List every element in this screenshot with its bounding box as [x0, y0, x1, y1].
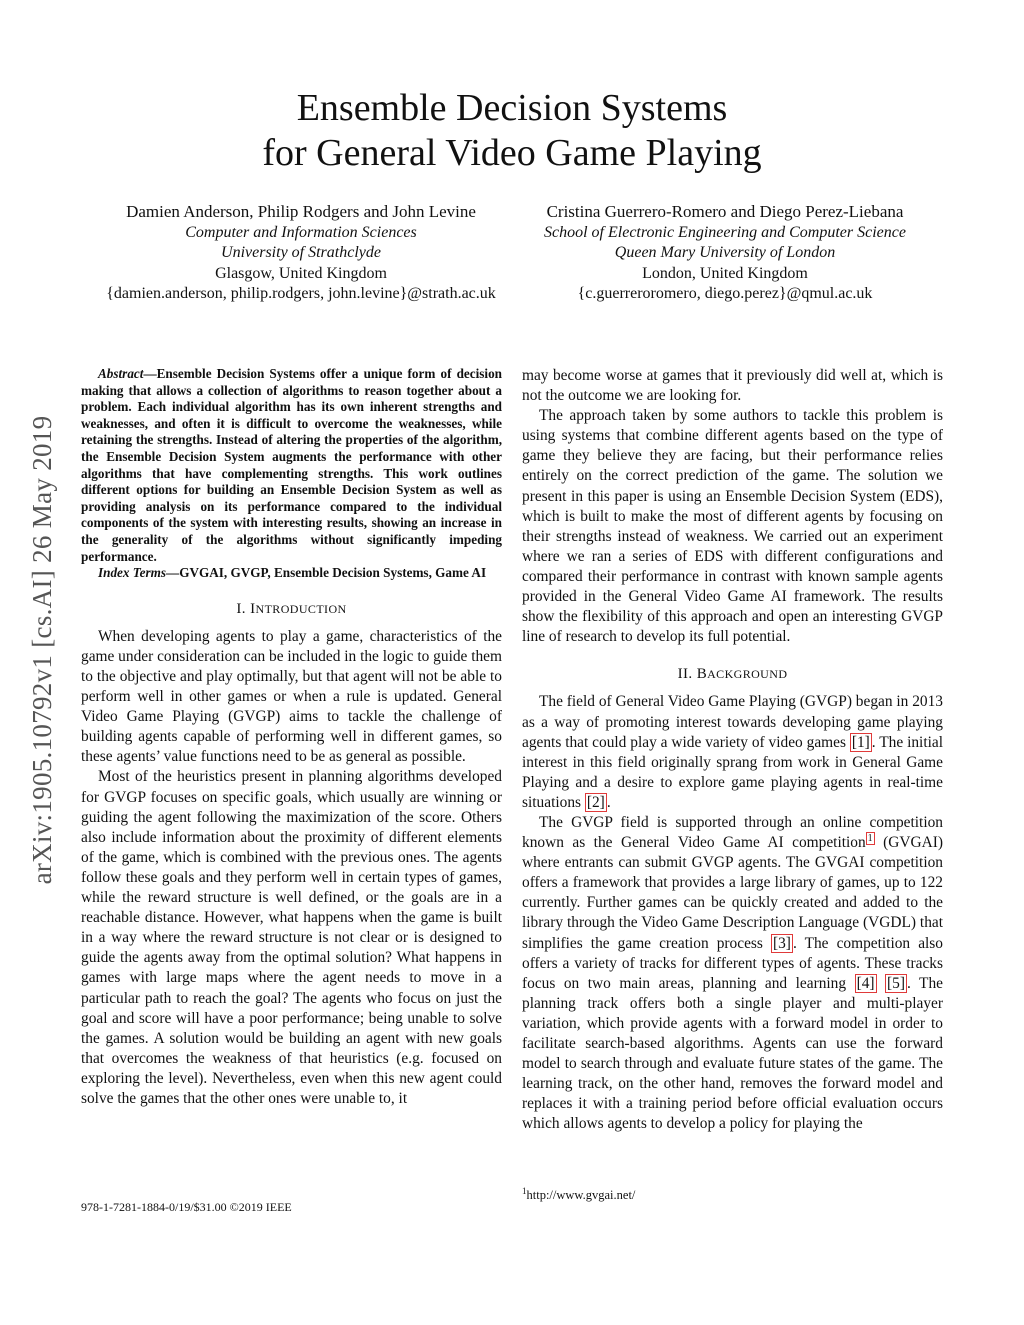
index-terms-label: Index Terms: [98, 565, 167, 581]
abstract-dash: —: [143, 366, 157, 381]
author-email: {c.guerreroromero, diego.perez}@qmul.ac.uk: [577, 285, 873, 302]
background-paragraph-2: The GVGP field is supported through an online competition known as the General Video Game AI competition $^1$ (GVGAI) where entrants can submit GVGP agents. The GVGAI competition offers a framework that provides a large library of games, up to 122 currently. Further games can be quickly created and added to the library through the Video Game Description Language (VGDL) that simplifies the game creation process [3] . The competition also offers a variety of tracks for different types of agents. These tracks focus on two main areas, planning and learning [4] [5] . The planning track offers both a single player and multi-player variation, which provide agents with a forward model in order to facilitate search-based algorithms. Agents can use the forward model to search through and evaluate future states of the game. The learning track, on the other hand, removes the forward model and replaces it with a training period before official evaluation occurs which allows agents to develop a policy for playing the: [522, 813, 943, 1133]
author-department: School of Electronic Engineering and Computer Science: [544, 223, 906, 241]
abstract: [81, 366, 502, 565]
author-email: {damien.anderson, philip.rodgers, john.levine}@strath.ac.uk: [106, 285, 496, 302]
author-department: Computer and Information Sciences: [185, 223, 417, 241]
title-line-1: Ensemble Decision Systems: [296, 87, 728, 129]
intro-paragraph-2: Most of the heuristics present in planning algorithms developed for GVGP focuses on specific goals, which usually are winning or guiding the agent following the maximization of the score. Others also include information about the proximity of different elements of the game, which is combined with the previous ones. The agents follow these goals and they perform well in certain types of games, while the reward structure is well defined, or the goals are in a reachable distance. However, what happens when the game is built in a way where the reward structure is not clear or is designed to guide the agents away from the optimal solution? What happens in games with large maps where the agent needs to move in a particular path to reach the goal? The agents who focus on just the goal and score will have a poor performance; being unable to solve the games. A solution would be building an agent with new goals that overcomes the weakness of that heuristics (e.g. focused on exploring the level). Nevertheless, even when this new agent could solve the games that the other ones were unable to, it: [81, 768, 502, 1107]
author-names: Cristina Guerrero-Romero and Diego Perez-Liebana: [546, 202, 904, 221]
index-terms-text: GVGAI, GVGP, Ensemble Decision Systems, Game AI: [179, 565, 487, 581]
section-heading-introduction: I. INTRODUCTION: [236, 600, 347, 617]
citation-link-5[interactable]: [5]: [887, 974, 905, 992]
author-location: London, United Kingdom: [642, 264, 808, 282]
title-line-2: for General Video Game Playing: [262, 132, 762, 174]
citation-link-2[interactable]: [2]: [586, 793, 605, 811]
author-block-qmul: [500, 202, 950, 305]
author-university: Queen Mary University of London: [614, 244, 836, 261]
index-terms: [81, 565, 502, 582]
intro-paragraph-1: When developing agents to play a game, characteristics of the game under consideration can be included in the logic to guide them to the objective and play optimally, but that agent will not be able to perform well in other games or when a rule is updated. General Video Game Playing (GVGP) aims to tackle the challenge of building agents capable of performing well in different games, so these agents’ value functions need to be as general as possible.: [81, 627, 502, 766]
abstract-label: Abstract: [98, 366, 144, 381]
abstract-text: Ensemble Decision Systems offer a unique form of decision making that allows a collection of algorithms to reason together about a problem. Each individual algorithm has its own inherent strengths and weaknesses, and often it is difficult to overcome the weaknesses, while retaining the strengths. Instead of altering the properties of the algorithm, the Ensemble Decision System augments the performance with other algorithms that have complementing strengths. This work outlines different options for building an Ensemble Decision System as well as providing analysis on its performance compared to the individual components of the system with interesting results, showing an increase in the generality of the algorithms without significantly impeding performance.: [81, 366, 502, 564]
intro-paragraph-3: may become worse at games that it previously did well at, which is not the outcome we are looking for.: [522, 367, 943, 405]
author-location: Glasgow, United Kingdom: [215, 264, 387, 282]
author-block-strathclyde: [76, 202, 526, 305]
footnote-link-1[interactable]: 1: [867, 832, 873, 844]
footnote-url[interactable]: http://www.gvgai.net/: [526, 1188, 636, 1203]
background-paragraph-1: The field of General Video Game Playing (GVGP) began in 2013 as a way of promoting interest towards developing game playing agents that could play a wide variety of video games [1] . The initial interest in this field originally sprang from work in General Game Playing and a desire to explore game playing agents in real-time situations [2] .: [522, 693, 943, 811]
arxiv-stamp: arXiv:1905.10792v1 [cs.AI] 26 May 2019: [27, 415, 57, 885]
footnote: [522, 1186, 635, 1203]
citation-link-4[interactable]: [4]: [856, 974, 875, 992]
author-university: University of Strathclyde: [221, 244, 381, 261]
footnote-number: 1: [522, 1186, 527, 1196]
section-heading-background: II. BACKGROUND: [677, 666, 788, 683]
citation-link-1[interactable]: [1]: [851, 733, 870, 751]
right-column: [522, 366, 943, 1134]
citation-link-3[interactable]: [3]: [772, 934, 791, 952]
copyright-notice: 978-1-7281-1884-0/19/$31.00 ©2019 IEEE: [81, 1200, 292, 1214]
author-names: Damien Anderson, Philip Rodgers and John Levine: [126, 202, 476, 221]
intro-paragraph-4: The approach taken by some authors to tackle this problem is using systems that combine different agents based on the type of game they believe they are facing, but their performance relies entirely on the correct prediction of the game. The solution we present in this paper is using an Ensemble Decision System (EDS), which is built to make the most of different agents by focusing on their strengths instead of weakness. We carried out an experiment where we ran a series of EDS with different configurations and compared their performance in contrast with known sample agents provided in the General Video Game AI framework. The results show the flexibility of this approach and open an interesting GVGP line of research to develop its full potential.: [522, 407, 943, 646]
paper-title: [0, 86, 1024, 176]
left-column: [81, 366, 502, 1109]
index-terms-dash: —: [166, 565, 180, 581]
